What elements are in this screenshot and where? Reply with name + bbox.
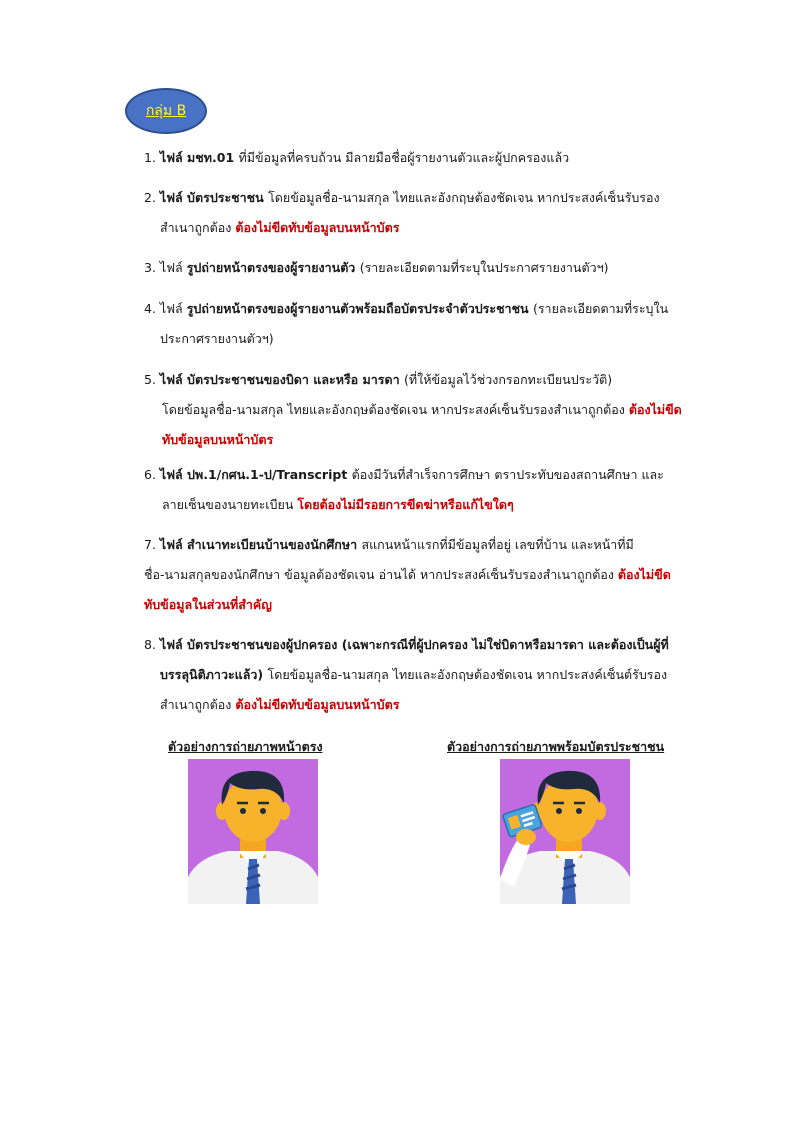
item-7-line-3-segment: ทับข้อมูลในส่วนที่สำคัญ <box>144 597 272 612</box>
item-6-line-1-segment: ไฟล์ ปพ.1/กศน.1-ป/Transcript <box>159 467 352 482</box>
item-8-line-1-segment: ไฟล์ บัตรประชาชนของผู้ปกครอง (เฉพาะกรณีที่ผู้ปกครอง ไม่ใช่บิดาหรือมารดา และต้องเป็นผู้ที่ <box>159 637 669 652</box>
item-7-line-1-segment: สแกนหน้าแรกที่มีข้อมูลที่อยู่ เลขที่บ้าน และหน้าที่มี <box>361 537 634 552</box>
front-photo-illustration <box>188 759 318 904</box>
item-2-line-1-segment: ไฟล์ บัตรประชาชน <box>159 190 269 205</box>
list-item-number: 1. <box>144 150 160 165</box>
list-item-number: 5. <box>144 372 160 387</box>
item-5-line-1-segment: ไฟล์ บัตรประชาชนของบิดา และหรือ มารดา <box>159 372 404 387</box>
item-5-line-2-segment: โดยข้อมูลชื่อ-นามสกุล ไทยและอังกฤษต้องชัดเจน หากประสงค์เซ็นรับรองสำเนาถูกต้อง <box>162 402 629 417</box>
list-item-line <box>144 324 668 354</box>
list-item-number: 4. <box>144 301 160 316</box>
list-item-line <box>144 365 682 395</box>
list-item-line <box>144 395 682 425</box>
list-item-line <box>144 630 669 660</box>
list-item-line <box>144 590 671 620</box>
list-item <box>144 253 609 283</box>
item-5-line-2-segment: ต้องไม่ขีด <box>628 402 682 417</box>
list-item <box>144 460 664 520</box>
item-6-line-1-segment: ต้องมีวันที่สำเร็จการศึกษา ตราประทับของสถานศึกษา และ <box>351 467 664 482</box>
photo-with-card-illustration <box>500 759 630 904</box>
list-item-number: 8. <box>144 637 160 652</box>
list-item-line <box>144 690 669 720</box>
group-badge <box>125 88 207 134</box>
list-item-line <box>144 253 609 283</box>
item-8-line-3-segment: ต้องไม่ขีดทับข้อมูลบนหน้าบัตร <box>235 697 400 712</box>
list-item-line <box>144 660 669 690</box>
list-item <box>144 365 682 455</box>
list-item-line <box>144 143 569 173</box>
caption-front-photo: ตัวอย่างการถ่ายภาพหน้าตรง <box>168 739 323 754</box>
list-item-line <box>144 560 671 590</box>
list-item <box>144 630 669 720</box>
item-2-line-1-segment: โดยข้อมูลชื่อ-นามสกุล ไทยและอังกฤษต้องชัดเจน หากประสงค์เซ็นรับรอง <box>268 190 660 205</box>
item-4-line-1-segment: รูปถ่ายหน้าตรงของผู้รายงานตัวพร้อมถือบัตรประจำตัวประชาชน <box>186 301 533 316</box>
item-5-line-1-segment: (ที่ให้ข้อมูลไว้ช่วงกรอกทะเบียนประวัติ) <box>404 372 613 387</box>
list-item-line <box>144 183 660 213</box>
item-7-line-2-segment: ชื่อ-นามสกุลของนักศึกษา ข้อมูลต้องชัดเจน อ่านได้ หากประสงค์เซ็นรับรองสำเนาถูกต้อง <box>144 567 618 582</box>
item-7-line-2-segment: ต้องไม่ขีด <box>617 567 671 582</box>
caption-photo-with-card: ตัวอย่างการถ่ายภาพพร้อมบัตรประชาชน <box>447 739 665 754</box>
item-3-line-1-segment: (รายละเอียดตามที่ระบุในประกาศรายงานตัวฯ) <box>359 260 609 275</box>
list-item-line <box>144 294 668 324</box>
list-item-number: 3. <box>144 260 160 275</box>
list-item-number: 2. <box>144 190 160 205</box>
item-6-line-2-segment: ลายเซ็นของนายทะเบียน <box>162 497 298 512</box>
item-3-line-1-segment: ไฟล์ <box>159 260 187 275</box>
list-item <box>144 530 671 620</box>
list-item-line <box>144 425 682 455</box>
item-1-line-1-segment: ไฟล์ มชท.01 <box>159 150 239 165</box>
item-4-line-2-segment: ประกาศรายงานตัวฯ) <box>160 331 274 346</box>
item-4-line-1-segment: ไฟล์ <box>159 301 187 316</box>
item-8-line-2-segment: บรรลุนิติภาวะแล้ว) <box>160 667 268 682</box>
list-item <box>144 183 660 243</box>
item-3-line-1-segment: รูปถ่ายหน้าตรงของผู้รายงานตัว <box>186 260 360 275</box>
item-8-line-3-segment: สำเนาถูกต้อง <box>160 697 236 712</box>
list-item-line <box>144 213 660 243</box>
item-5-line-3-segment: ทับข้อมูลบนหน้าบัตร <box>162 432 274 447</box>
list-item-line <box>144 490 664 520</box>
list-item-line <box>144 460 664 490</box>
list-item-number: 6. <box>144 467 160 482</box>
item-4-line-1-segment: (รายละเอียดตามที่ระบุใน <box>532 301 669 316</box>
item-7-line-1-segment: ไฟล์ สำเนาทะเบียนบ้านของนักศึกษา <box>159 537 362 552</box>
list-item-line <box>144 530 671 560</box>
list-item-number: 7. <box>144 537 160 552</box>
list-item <box>144 143 569 173</box>
item-2-line-2-segment: ต้องไม่ขีดทับข้อมูลบนหน้าบัตร <box>235 220 400 235</box>
item-6-line-2-segment: โดยต้องไม่มีรอยการขีดฆ่าหรือแก้ไขใดๆ <box>297 497 514 512</box>
item-2-line-2-segment: สำเนาถูกต้อง <box>160 220 236 235</box>
item-1-line-1-segment: ที่มีข้อมูลที่ครบถ้วน มีลายมือชื่อผู้รายงานตัวและผู้ปกครองแล้ว <box>238 150 570 165</box>
group-label: กลุ่ม B <box>145 103 187 119</box>
item-8-line-2-segment: โดยข้อมูลชื่อ-นามสกุล ไทยและอังกฤษต้องชัดเจน หากประสงค์เซ็นต์รับรอง <box>267 667 668 682</box>
list-item <box>144 294 668 354</box>
